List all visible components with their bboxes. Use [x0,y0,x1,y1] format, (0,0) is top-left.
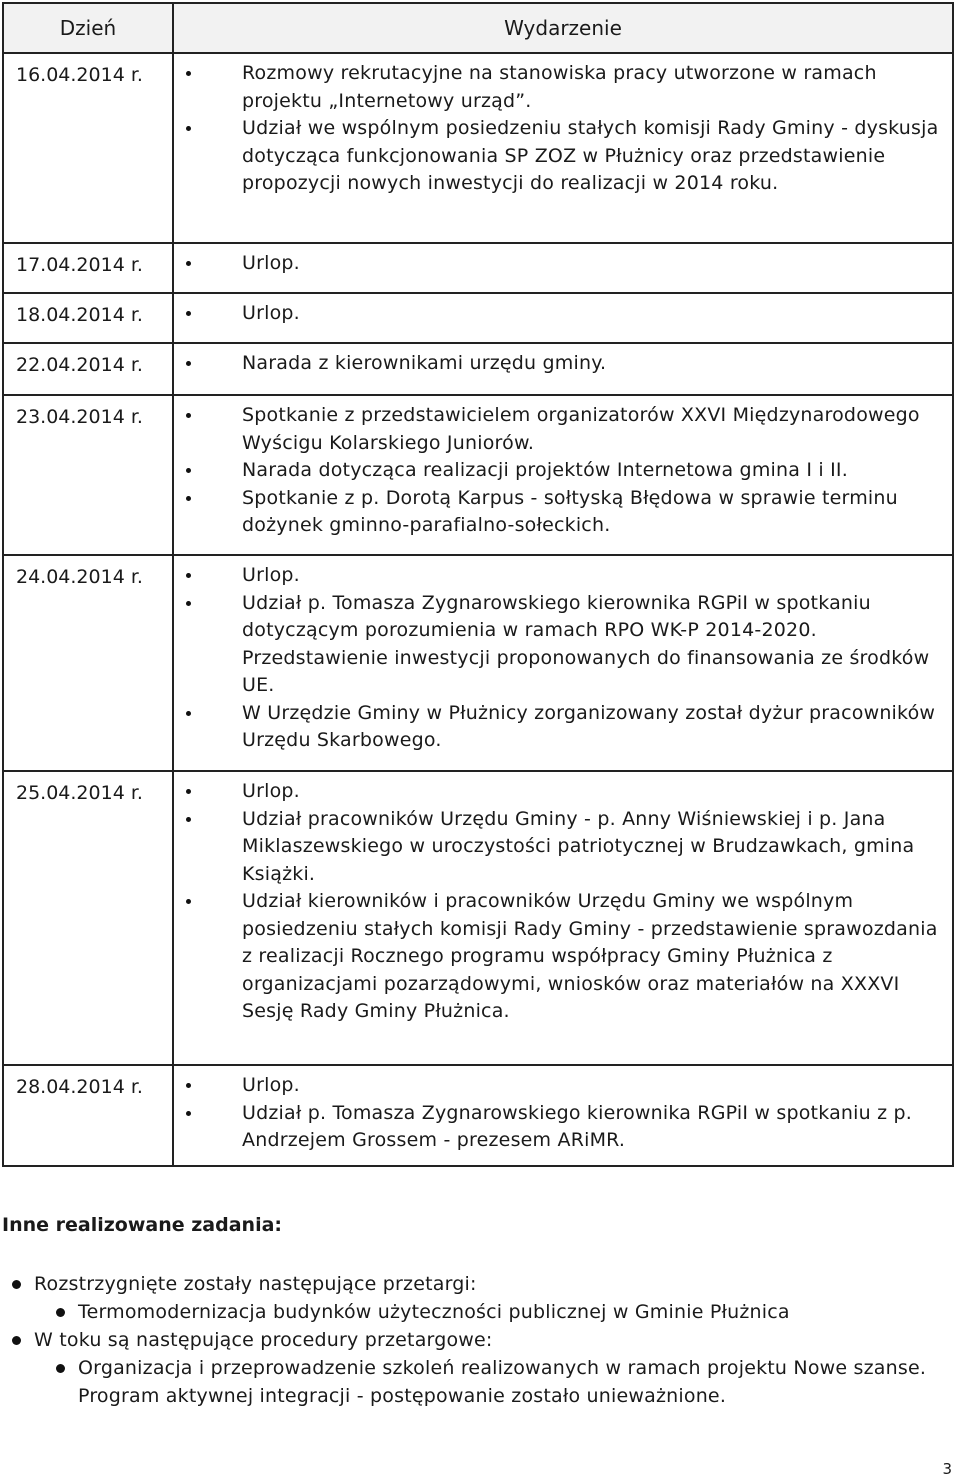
schedule-header [3,3,953,53]
row-date: 22.04.2014 r. [3,343,173,395]
schedule-body [3,53,953,1166]
event-list [174,350,944,378]
task-text: W toku są następujące procedury przetargowe: [34,1329,493,1351]
page-number: 3 [942,1460,952,1478]
event-item: Spotkanie z p. Dorotą Karpus - sołtyską Błędowa w sprawie terminu dożynek gminno-parafialno-sołeckich. [174,485,944,540]
row-events [173,771,953,1065]
row-events [173,343,953,395]
table-row [3,243,953,293]
table-row [3,555,953,771]
row-date: 28.04.2014 r. [3,1065,173,1166]
row-date: 23.04.2014 r. [3,395,173,555]
row-events [173,1065,953,1166]
row-date: 25.04.2014 r. [3,771,173,1065]
row-events [173,53,953,243]
task-item [10,1270,950,1326]
event-item: Narada z kierownikami urzędu gminy. [174,350,944,378]
task-item [10,1326,950,1410]
table-row [3,343,953,395]
task-subitem: Termomodernizacja budynków użyteczności publicznej w Gminie Płużnica [34,1298,950,1326]
schedule-table [2,2,954,1167]
event-item: Spotkanie z przedstawicielem organizatorów XXVI Międzynarodowego Wyścigu Kolarskiego Juniorów. [174,402,944,457]
event-list [174,250,944,278]
table-row [3,293,953,343]
event-item: Udział p. Tomasza Zygnarowskiego kierownika RGPiI w spotkaniu dotyczącym porozumienia w ramach RPO WK-P 2014-2020. Przedstawienie inwestycji proponowanych do finansowania ze środków UE. [174,590,944,700]
task-text: Rozstrzygnięte zostały następujące przetargi: [34,1273,477,1295]
task-sublist [34,1354,950,1410]
event-item: Udział we wspólnym posiedzeniu stałych komisji Rady Gminy - dyskusja dotycząca funkcjonowania SP ZOZ w Płużnicy oraz przedstawienie propozycji nowych inwestycji do realizacji w 2014 roku. [174,115,944,198]
task-sublist [34,1298,950,1326]
row-date: 18.04.2014 r. [3,293,173,343]
table-row [3,771,953,1065]
other-tasks-title: Inne realizowane zadania: [2,1214,282,1236]
event-list [174,778,944,1026]
event-item: Udział pracowników Urzędu Gminy - p. Anny Wiśniewskiej i p. Jana Miklaszewskiego w uroczystości patriotycznej w Brudzawkach, gmina Książki. [174,806,944,889]
event-item: Urlop. [174,562,944,590]
event-item: Urlop. [174,1072,944,1100]
header-day: Dzień [3,3,173,53]
event-list [174,300,944,328]
event-item: Narada dotycząca realizacji projektów Internetowa gmina I i II. [174,457,944,485]
event-item: Rozmowy rekrutacyjne na stanowiska pracy utworzone w ramach projektu „Internetowy urząd”. [174,60,944,115]
event-item: Udział p. Tomasza Zygnarowskiego kierownika RGPiI w spotkaniu z p. Andrzejem Grossem - prezesem ARiMR. [174,1100,944,1155]
event-list [174,402,944,540]
event-item: Urlop. [174,250,944,278]
event-item: W Urzędzie Gminy w Płużnicy zorganizowany został dyżur pracowników Urzędu Skarbowego. [174,700,944,755]
row-events [173,555,953,771]
event-item: Udział kierowników i pracowników Urzędu Gminy we wspólnym posiedzeniu stałych komisji Rady Gminy - przedstawienie sprawozdania z realizacji Rocznego programu współpracy Gminy Płużnica z organizacjami pozarządowymi, wniosków oraz materiałów na XXXVI Sesję Rady Gminy Płużnica. [174,888,944,1026]
event-item: Urlop. [174,778,944,806]
table-row [3,1065,953,1166]
row-date: 17.04.2014 r. [3,243,173,293]
row-events [173,395,953,555]
row-date: 16.04.2014 r. [3,53,173,243]
task-subitem: Organizacja i przeprowadzenie szkoleń realizowanych w ramach projektu Nowe szanse. Program aktywnej integracji - postępowanie zostało unieważnione. [34,1354,950,1410]
row-events [173,243,953,293]
other-tasks-list [10,1270,950,1410]
row-date: 24.04.2014 r. [3,555,173,771]
header-event: Wydarzenie [173,3,953,53]
table-row [3,53,953,243]
event-item: Urlop. [174,300,944,328]
row-events [173,293,953,343]
event-list [174,1072,944,1155]
event-list [174,60,944,198]
event-list [174,562,944,755]
table-row [3,395,953,555]
